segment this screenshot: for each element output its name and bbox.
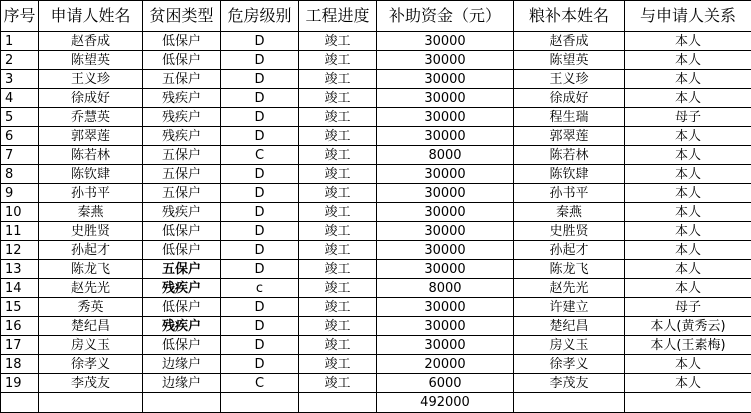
cell-subsidy-amount[interactable]: 30000 (377, 51, 514, 70)
cell-no[interactable]: 19 (1, 374, 39, 393)
cell-subsidy-amount[interactable]: 30000 (377, 108, 514, 127)
table-row (1, 260, 751, 279)
total-cell-empty[interactable] (1, 393, 39, 413)
cell-progress[interactable]: 竣工 (299, 184, 377, 203)
total-cell-empty[interactable] (299, 393, 377, 413)
table-row (1, 89, 751, 108)
cell-subsidy-amount[interactable]: 8000 (377, 146, 514, 165)
table-row (1, 317, 751, 336)
cell-subsidy-amount[interactable]: 30000 (377, 222, 514, 241)
cell-poverty-type[interactable]: 低保户 (143, 51, 221, 70)
cell-poverty-type[interactable]: 低保户 (143, 32, 221, 51)
cell-grain-name[interactable]: 陈龙飞 (514, 260, 625, 279)
cell-poverty-type[interactable]: 低保户 (143, 222, 221, 241)
cell-no[interactable]: 16 (1, 317, 39, 336)
cell-grain-name[interactable]: 王义珍 (514, 70, 625, 89)
cell-relation[interactable]: 本人 (625, 32, 751, 51)
cell-relation[interactable]: 本人 (625, 203, 751, 222)
col-header-applicant[interactable]: 申请人姓名 (39, 1, 143, 32)
cell-relation[interactable]: 本人(王素梅) (625, 336, 751, 355)
cell-danger-level[interactable]: D (221, 336, 299, 355)
cell-progress[interactable]: 竣工 (299, 51, 377, 70)
col-header-no[interactable]: 序号 (1, 1, 39, 32)
cell-no[interactable]: 9 (1, 184, 39, 203)
cell-applicant-name[interactable]: 史胜贤 (39, 222, 143, 241)
table-row (1, 298, 751, 317)
table-row (1, 241, 751, 260)
cell-danger-level[interactable]: D (221, 32, 299, 51)
cell-grain-name[interactable]: 程生瑞 (514, 108, 625, 127)
cell-no[interactable]: 18 (1, 355, 39, 374)
table-row (1, 146, 751, 165)
cell-relation[interactable]: 本人 (625, 70, 751, 89)
cell-subsidy-amount[interactable]: 30000 (377, 298, 514, 317)
total-cell-empty[interactable] (143, 393, 221, 413)
cell-applicant-name[interactable]: 秀英 (39, 298, 143, 317)
cell-progress[interactable]: 竣工 (299, 127, 377, 146)
cell-subsidy-amount[interactable]: 30000 (377, 127, 514, 146)
cell-no[interactable]: 11 (1, 222, 39, 241)
cell-grain-name[interactable]: 陈钦肆 (514, 165, 625, 184)
cell-applicant-name[interactable]: 陈若林 (39, 146, 143, 165)
cell-no[interactable]: 4 (1, 89, 39, 108)
cell-relation[interactable]: 本人 (625, 89, 751, 108)
cell-danger-level[interactable]: D (221, 127, 299, 146)
cell-applicant-name[interactable]: 王义珍 (39, 70, 143, 89)
table-row (1, 165, 751, 184)
cell-grain-name[interactable]: 陈望英 (514, 51, 625, 70)
cell-poverty-type[interactable]: 边缘户 (143, 374, 221, 393)
cell-no[interactable]: 10 (1, 203, 39, 222)
table-row (1, 222, 751, 241)
cell-relation[interactable]: 本人(黄秀云) (625, 317, 751, 336)
cell-subsidy-amount[interactable]: 20000 (377, 355, 514, 374)
cell-applicant-name[interactable]: 乔慧英 (39, 108, 143, 127)
cell-grain-name[interactable]: 李茂友 (514, 374, 625, 393)
cell-progress[interactable]: 竣工 (299, 317, 377, 336)
cell-subsidy-amount[interactable]: 6000 (377, 374, 514, 393)
cell-grain-name[interactable]: 孙起才 (514, 241, 625, 260)
total-cell-empty[interactable] (625, 393, 751, 413)
cell-progress[interactable]: 竣工 (299, 108, 377, 127)
cell-no[interactable]: 3 (1, 70, 39, 89)
cell-danger-level[interactable]: c (221, 279, 299, 298)
cell-danger-level[interactable]: D (221, 108, 299, 127)
cell-no[interactable]: 6 (1, 127, 39, 146)
cell-subsidy-amount[interactable]: 30000 (377, 89, 514, 108)
cell-poverty-type[interactable]: 残疾户 (143, 279, 221, 298)
col-header-subsidy[interactable]: 补助资金（元） (377, 1, 514, 32)
cell-grain-name[interactable]: 陈若林 (514, 146, 625, 165)
table-row (1, 336, 751, 355)
cell-progress[interactable]: 竣工 (299, 355, 377, 374)
cell-applicant-name[interactable]: 徐成好 (39, 89, 143, 108)
cell-relation[interactable]: 本人 (625, 241, 751, 260)
cell-danger-level[interactable]: D (221, 260, 299, 279)
col-header-relation[interactable]: 与申请人关系 (625, 1, 751, 32)
cell-danger-level[interactable]: D (221, 51, 299, 70)
cell-progress[interactable]: 竣工 (299, 203, 377, 222)
cell-relation[interactable]: 本人 (625, 184, 751, 203)
cell-subsidy-amount[interactable]: 30000 (377, 184, 514, 203)
cell-danger-level[interactable]: D (221, 165, 299, 184)
cell-danger-level[interactable]: D (221, 298, 299, 317)
cell-progress[interactable]: 竣工 (299, 89, 377, 108)
cell-poverty-type[interactable]: 五保户 (143, 70, 221, 89)
cell-danger-level[interactable]: D (221, 70, 299, 89)
cell-poverty-type[interactable]: 五保户 (143, 184, 221, 203)
col-header-grain-name[interactable]: 粮补本姓名 (514, 1, 625, 32)
col-header-danger-level[interactable]: 危房级别 (221, 1, 299, 32)
cell-no[interactable]: 7 (1, 146, 39, 165)
cell-grain-name[interactable]: 秦燕 (514, 203, 625, 222)
cell-poverty-type[interactable]: 边缘户 (143, 355, 221, 374)
cell-grain-name[interactable]: 郭翠莲 (514, 127, 625, 146)
cell-relation[interactable]: 母子 (625, 108, 751, 127)
cell-progress[interactable]: 竣工 (299, 32, 377, 51)
cell-subsidy-amount[interactable]: 30000 (377, 241, 514, 260)
cell-poverty-type[interactable]: 残疾户 (143, 203, 221, 222)
cell-poverty-type[interactable]: 低保户 (143, 336, 221, 355)
cell-grain-name[interactable]: 徐成好 (514, 89, 625, 108)
cell-progress[interactable]: 竣工 (299, 146, 377, 165)
cell-subsidy-amount[interactable]: 30000 (377, 165, 514, 184)
cell-relation[interactable]: 本人 (625, 222, 751, 241)
cell-progress[interactable]: 竣工 (299, 279, 377, 298)
cell-progress[interactable]: 竣工 (299, 336, 377, 355)
cell-poverty-type[interactable]: 残疾户 (143, 108, 221, 127)
cell-subsidy-amount[interactable]: 30000 (377, 203, 514, 222)
cell-relation[interactable]: 母子 (625, 298, 751, 317)
col-header-poverty-type[interactable]: 贫困类型 (143, 1, 221, 32)
cell-progress[interactable]: 竣工 (299, 374, 377, 393)
total-cell-empty[interactable] (514, 393, 625, 413)
cell-relation[interactable]: 本人 (625, 165, 751, 184)
cell-danger-level[interactable]: C (221, 146, 299, 165)
header-row (1, 1, 751, 32)
cell-progress[interactable]: 竣工 (299, 222, 377, 241)
cell-subsidy-amount[interactable]: 30000 (377, 317, 514, 336)
cell-grain-name[interactable]: 赵香成 (514, 32, 625, 51)
cell-applicant-name[interactable]: 秦燕 (39, 203, 143, 222)
cell-danger-level[interactable]: D (221, 222, 299, 241)
cell-grain-name[interactable]: 房义玉 (514, 336, 625, 355)
cell-no[interactable]: 17 (1, 336, 39, 355)
cell-relation[interactable]: 本人 (625, 260, 751, 279)
cell-no[interactable]: 2 (1, 51, 39, 70)
table-row (1, 108, 751, 127)
cell-grain-name[interactable]: 史胜贤 (514, 222, 625, 241)
cell-danger-level[interactable]: D (221, 355, 299, 374)
cell-no[interactable]: 12 (1, 241, 39, 260)
cell-applicant-name[interactable]: 楚纪昌 (39, 317, 143, 336)
cell-progress[interactable]: 竣工 (299, 70, 377, 89)
cell-relation[interactable]: 本人 (625, 127, 751, 146)
cell-applicant-name[interactable]: 郭翠莲 (39, 127, 143, 146)
cell-subsidy-amount[interactable]: 30000 (377, 32, 514, 51)
cell-poverty-type[interactable]: 低保户 (143, 298, 221, 317)
cell-poverty-type[interactable]: 五保户 (143, 146, 221, 165)
cell-poverty-type[interactable]: 低保户 (143, 241, 221, 260)
cell-grain-name[interactable]: 楚纪昌 (514, 317, 625, 336)
cell-no[interactable]: 8 (1, 165, 39, 184)
cell-danger-level[interactable]: D (221, 184, 299, 203)
table-row (1, 51, 751, 70)
table-row (1, 70, 751, 89)
cell-poverty-type[interactable]: 残疾户 (143, 127, 221, 146)
cell-relation[interactable]: 本人 (625, 355, 751, 374)
cell-applicant-name[interactable]: 李茂友 (39, 374, 143, 393)
cell-poverty-type[interactable]: 残疾户 (143, 317, 221, 336)
cell-progress[interactable]: 竣工 (299, 241, 377, 260)
table-row (1, 355, 751, 374)
cell-subsidy-amount[interactable]: 30000 (377, 336, 514, 355)
cell-applicant-name[interactable]: 孙书平 (39, 184, 143, 203)
cell-no[interactable]: 14 (1, 279, 39, 298)
cell-applicant-name[interactable]: 陈龙飞 (39, 260, 143, 279)
cell-danger-level[interactable]: C (221, 374, 299, 393)
table-row (1, 279, 751, 298)
col-header-progress[interactable]: 工程进度 (299, 1, 377, 32)
cell-relation[interactable]: 本人 (625, 51, 751, 70)
cell-applicant-name[interactable]: 孙起才 (39, 241, 143, 260)
table-row (1, 127, 751, 146)
cell-poverty-type[interactable]: 五保户 (143, 165, 221, 184)
cell-grain-name[interactable]: 赵先光 (514, 279, 625, 298)
cell-grain-name[interactable]: 许建立 (514, 298, 625, 317)
total-amount-cell[interactable]: 492000 (377, 393, 514, 413)
cell-applicant-name[interactable]: 徐孝义 (39, 355, 143, 374)
cell-applicant-name[interactable]: 陈望英 (39, 51, 143, 70)
cell-grain-name[interactable]: 孙书平 (514, 184, 625, 203)
cell-applicant-name[interactable]: 陈钦肆 (39, 165, 143, 184)
total-cell-empty[interactable] (39, 393, 143, 413)
table-row (1, 374, 751, 393)
total-cell-empty[interactable] (221, 393, 299, 413)
cell-danger-level[interactable]: D (221, 89, 299, 108)
cell-danger-level[interactable]: D (221, 203, 299, 222)
cell-relation[interactable]: 本人 (625, 374, 751, 393)
cell-progress[interactable]: 竣工 (299, 165, 377, 184)
table-row (1, 184, 751, 203)
cell-progress[interactable]: 竣工 (299, 298, 377, 317)
cell-danger-level[interactable]: D (221, 317, 299, 336)
cell-subsidy-amount[interactable]: 30000 (377, 260, 514, 279)
cell-no[interactable]: 13 (1, 260, 39, 279)
total-row (1, 393, 751, 413)
cell-no[interactable]: 5 (1, 108, 39, 127)
cell-applicant-name[interactable]: 房义玉 (39, 336, 143, 355)
cell-subsidy-amount[interactable]: 30000 (377, 70, 514, 89)
cell-poverty-type[interactable]: 五保户 (143, 260, 221, 279)
table-row (1, 32, 751, 51)
cell-relation[interactable]: 本人 (625, 279, 751, 298)
cell-progress[interactable]: 竣工 (299, 260, 377, 279)
cell-applicant-name[interactable]: 赵香成 (39, 32, 143, 51)
cell-danger-level[interactable]: D (221, 241, 299, 260)
cell-poverty-type[interactable]: 残疾户 (143, 89, 221, 108)
cell-relation[interactable]: 本人 (625, 146, 751, 165)
cell-no[interactable]: 1 (1, 32, 39, 51)
cell-applicant-name[interactable]: 赵先光 (39, 279, 143, 298)
table-row (1, 203, 751, 222)
cell-no[interactable]: 15 (1, 298, 39, 317)
cell-grain-name[interactable]: 徐孝义 (514, 355, 625, 374)
cell-subsidy-amount[interactable]: 8000 (377, 279, 514, 298)
